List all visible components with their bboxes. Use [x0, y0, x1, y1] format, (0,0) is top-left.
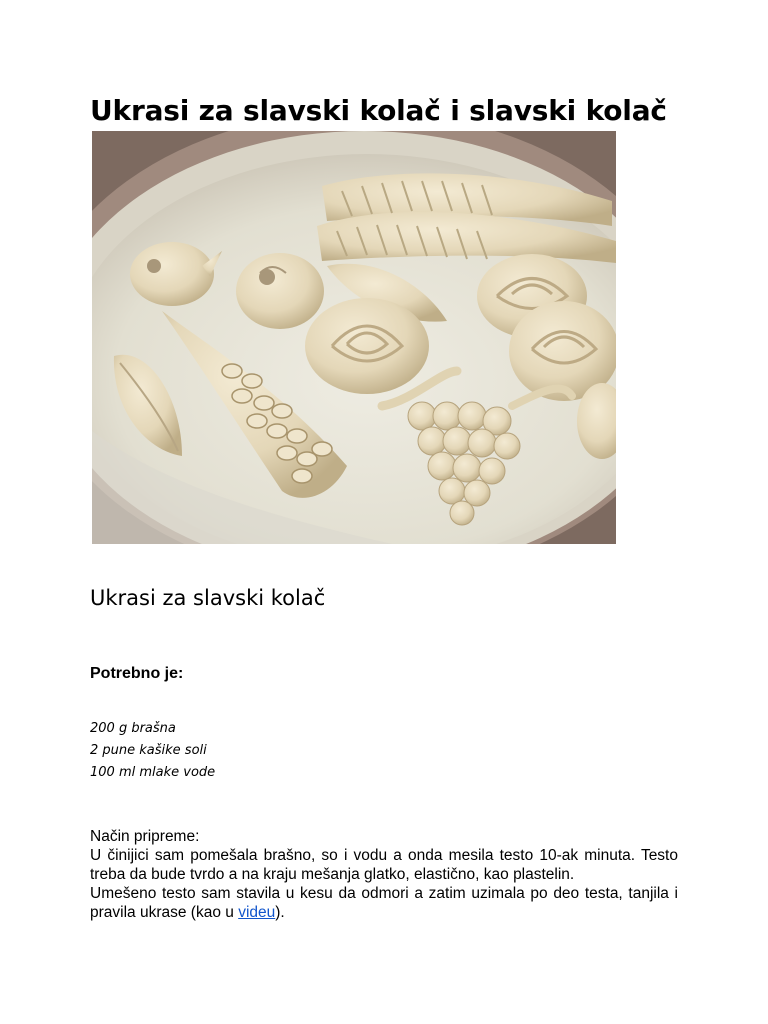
ingredients-list: [90, 718, 215, 784]
video-link[interactable]: videu: [238, 904, 276, 921]
ingredient-item: 100 ml mlake vode: [90, 765, 216, 780]
ingredients-heading: Potrebno je:: [90, 665, 184, 682]
method-label: Način pripreme:: [90, 828, 200, 845]
section-heading: Ukrasi za slavski kolač: [90, 586, 326, 610]
method-paragraph: [90, 884, 678, 922]
ingredient-item: 2 pune kašike soli: [90, 743, 207, 758]
method-section: [90, 827, 678, 922]
method-paragraph: U činijici sam pomešala brašno, so i vodu a onda mesila testo 10-ak minuta. Testo treba da bude tvrdo a na kraju mešanja glatko, elastično, kao plastelin.: [90, 847, 678, 883]
page-title: Ukrasi za slavski kolač i slavski kolač: [90, 94, 667, 127]
ingredient-item: 200 g brašna: [90, 721, 176, 736]
dough-decorations-photo: [92, 131, 616, 544]
method-text: Umešeno testo sam stavila u kesu da odmori a zatim uzimala po deo testa, tanjila i pravila ukrase (kao u: [90, 885, 678, 921]
method-text: ).: [275, 904, 285, 921]
